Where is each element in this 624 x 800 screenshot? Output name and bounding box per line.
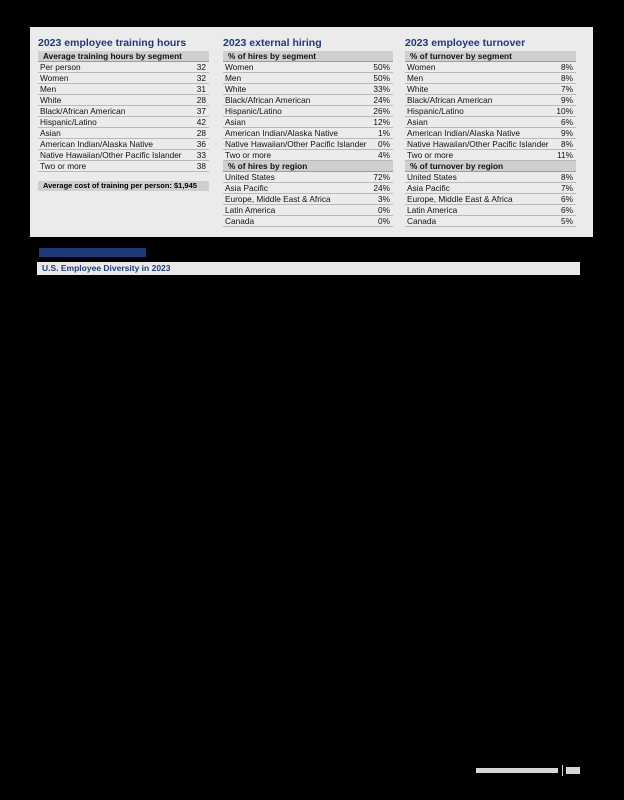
row-label: Asian [225, 117, 246, 127]
footer-divider [562, 765, 563, 776]
turnover-title: 2023 employee turnover [405, 37, 526, 49]
hiring-table [223, 51, 393, 227]
redacted-section-title [39, 248, 146, 257]
row-label: Black/African American [40, 106, 126, 116]
table-header-label: % of hires by region [228, 161, 308, 171]
table-row [223, 216, 393, 227]
table-row [38, 139, 209, 150]
table-header [38, 51, 209, 62]
row-value: 7% [561, 84, 573, 94]
row-label: White [225, 84, 247, 94]
row-value: 3% [378, 194, 390, 204]
row-label: Black/African American [225, 95, 311, 105]
page-number [566, 767, 580, 774]
table-header-label: % of turnover by region [410, 161, 504, 171]
table-row [405, 95, 576, 106]
row-value: 36 [196, 139, 206, 149]
row-label: Hispanic/Latino [407, 106, 464, 116]
table-row [223, 183, 393, 194]
table-row [223, 194, 393, 205]
table-row [405, 194, 576, 205]
row-label: Two or more [225, 150, 272, 160]
diversity-header: U.S. Employee Diversity in 2023 [37, 262, 580, 275]
row-label: Native Hawaiian/Other Pacific Islander [40, 150, 182, 160]
row-value: 8% [561, 73, 573, 83]
footer-bar [476, 768, 558, 773]
table-row [223, 128, 393, 139]
row-value: 24% [373, 95, 390, 105]
row-label: Men [40, 84, 57, 94]
table-row [223, 172, 393, 183]
training-title: 2023 employee training hours [38, 37, 187, 49]
table-row [38, 106, 209, 117]
table-row [405, 150, 576, 161]
table-row [38, 84, 209, 95]
row-label: United States [225, 172, 275, 182]
row-value: 38 [196, 161, 206, 171]
table-row [38, 62, 209, 73]
row-value: 0% [378, 216, 390, 226]
table-header [223, 161, 393, 172]
row-value: 12% [373, 117, 390, 127]
row-label: Native Hawaiian/Other Pacific Islander [225, 139, 367, 149]
row-value: 1% [378, 128, 390, 138]
row-label: Latin America [225, 205, 276, 215]
row-label: Two or more [40, 161, 87, 171]
table-row [38, 95, 209, 106]
row-value: 8% [561, 139, 573, 149]
table-header [405, 51, 576, 62]
row-value: 42 [196, 117, 206, 127]
row-label: Women [40, 73, 69, 83]
table-row [405, 216, 576, 227]
row-label: Asian [407, 117, 428, 127]
row-label: Asia Pacific [225, 183, 268, 193]
row-label: White [40, 95, 62, 105]
row-label: Asian [40, 128, 61, 138]
turnover-table [405, 51, 576, 227]
table-row [405, 205, 576, 216]
metrics-panel [30, 27, 593, 237]
table-header [405, 161, 576, 172]
row-value: 4% [378, 150, 390, 160]
table-row [223, 62, 393, 73]
row-label: American Indian/Alaska Native [225, 128, 338, 138]
row-value: 33% [373, 84, 390, 94]
table-header [223, 51, 393, 62]
table-header-label: Average training hours by segment [43, 51, 182, 61]
table-row [38, 161, 209, 172]
training-table [38, 51, 209, 190]
row-value: 0% [378, 205, 390, 215]
table-row [38, 73, 209, 84]
table-row [38, 150, 209, 161]
row-label: Men [407, 73, 424, 83]
row-value: 9% [561, 95, 573, 105]
table-row [223, 150, 393, 161]
table-row [223, 117, 393, 128]
row-value: 6% [561, 117, 573, 127]
table-row [405, 139, 576, 150]
table-row [223, 95, 393, 106]
table-row [405, 172, 576, 183]
table-row [405, 183, 576, 194]
table-row [405, 73, 576, 84]
row-value: 8% [561, 62, 573, 72]
row-label: Black/African American [407, 95, 493, 105]
row-label: Women [407, 62, 436, 72]
row-value: 0% [378, 139, 390, 149]
row-value: 10% [556, 106, 573, 116]
row-label: Hispanic/Latino [225, 106, 282, 116]
row-value: 28 [196, 128, 206, 138]
row-label: Native Hawaiian/Other Pacific Islander [407, 139, 549, 149]
row-value: 32 [196, 62, 206, 72]
row-value: 7% [561, 183, 573, 193]
hiring-title: 2023 external hiring [223, 37, 322, 49]
row-label: Europe, Middle East & Africa [225, 194, 331, 204]
table-row [405, 84, 576, 95]
row-value: 50% [373, 62, 390, 72]
table-row [223, 139, 393, 150]
table-row [223, 205, 393, 216]
row-value: 26% [373, 106, 390, 116]
row-value: 6% [561, 194, 573, 204]
row-value: 50% [373, 73, 390, 83]
table-row [38, 128, 209, 139]
table-header-label: % of turnover by segment [410, 51, 512, 61]
row-value: 31 [196, 84, 206, 94]
row-value: 8% [561, 172, 573, 182]
row-value: 32 [196, 73, 206, 83]
row-value: 11% [557, 150, 573, 160]
table-row [223, 84, 393, 95]
row-label: American Indian/Alaska Native [40, 139, 153, 149]
row-label: Canada [225, 216, 255, 226]
table-row [38, 117, 209, 128]
row-label: Latin America [407, 205, 458, 215]
row-label: Two or more [407, 150, 454, 160]
row-label: American Indian/Alaska Native [407, 128, 520, 138]
row-value: 28 [196, 95, 206, 105]
table-row [405, 106, 576, 117]
row-label: Hispanic/Latino [40, 117, 97, 127]
row-label: Europe, Middle East & Africa [407, 194, 513, 204]
row-value: 72% [373, 172, 390, 182]
row-value: 33 [196, 150, 206, 160]
table-header-label: % of hires by segment [228, 51, 317, 61]
table-row [223, 73, 393, 84]
row-label: United States [407, 172, 457, 182]
row-value: 24% [373, 183, 390, 193]
row-label: Canada [407, 216, 437, 226]
table-row [405, 117, 576, 128]
table-row [405, 62, 576, 73]
row-value: 37 [196, 106, 206, 116]
row-label: White [407, 84, 429, 94]
table-row [405, 128, 576, 139]
average-cost-note: Average cost of training per person: $1,945 [38, 181, 209, 191]
row-value: 9% [561, 128, 573, 138]
row-label: Asia Pacific [407, 183, 450, 193]
row-value: 5% [561, 216, 573, 226]
row-label: Men [225, 73, 242, 83]
row-label: Women [225, 62, 254, 72]
row-label: Per person [40, 62, 81, 72]
table-row [223, 106, 393, 117]
row-value: 6% [561, 205, 573, 215]
